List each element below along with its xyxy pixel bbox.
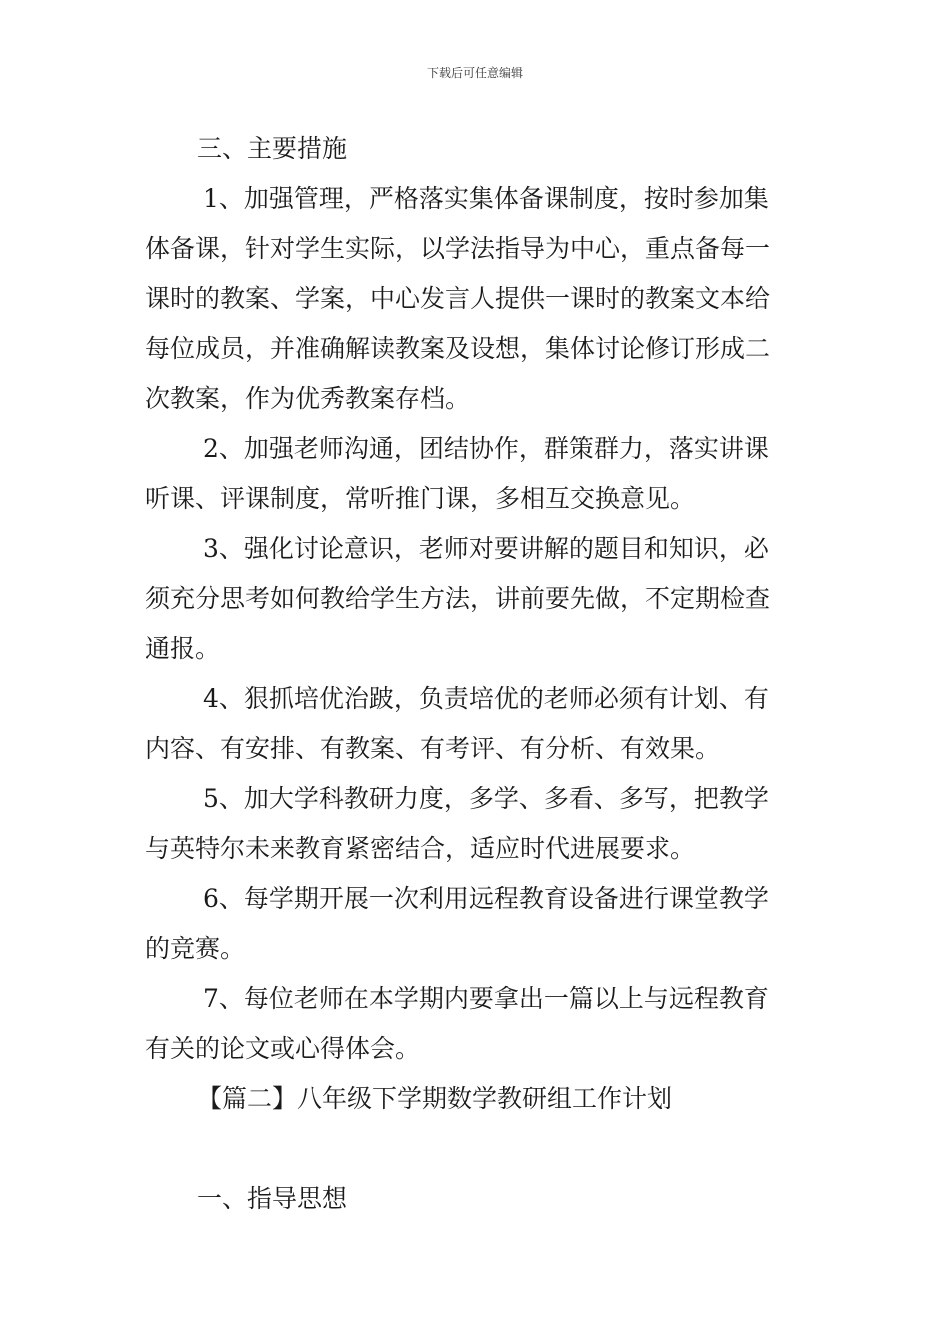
paragraph-line: 课时的教案、学案，中心发言人提供一课时的教案文本给 — [145, 284, 771, 313]
spacer — [145, 1124, 810, 1174]
measure-item-5 — [145, 774, 810, 874]
paragraph-line: 听课、评课制度，常听推门课，多相互交换意见。 — [145, 484, 696, 513]
paragraph-line: 7、每位老师在本学期内要拿出一篇以上与远程教育 — [203, 984, 769, 1013]
measure-item-7 — [145, 974, 810, 1074]
paragraph-line: 每位成员，并准确解读教案及设想，集体讨论修订形成二 — [145, 334, 771, 363]
paragraph-line: 须充分思考如何教给学生方法，讲前要先做，不定期检查 — [145, 584, 771, 613]
measure-item-6 — [145, 874, 810, 974]
paragraph-line: 体备课，针对学生实际，以学法指导为中心，重点备每一 — [145, 234, 771, 263]
paragraph-line: 1、加强管理，严格落实集体备课制度，按时参加集 — [203, 184, 769, 213]
paragraph-line: 有关的论文或心得体会。 — [145, 1034, 421, 1063]
paragraph-line: 6、每学期开展一次利用远程教育设备进行课堂教学 — [203, 884, 769, 913]
paragraph-line: 3、强化讨论意识，老师对要讲解的题目和知识，必 — [203, 534, 769, 563]
document-body — [145, 124, 810, 1224]
paragraph-line: 内容、有安排、有教案、有考评、有分析、有效果。 — [145, 734, 721, 763]
paragraph-line: 通报。 — [145, 634, 221, 663]
paragraph-line: 4、狠抓培优治跛，负责培优的老师必须有计划、有 — [203, 684, 769, 713]
paragraph-line: 2、加强老师沟通，团结协作，群策群力，落实讲课 — [203, 434, 769, 463]
measure-item-2 — [145, 424, 810, 524]
paragraph-line: 与英特尔未来教育紧密结合，适应时代进展要求。 — [145, 834, 696, 863]
measure-item-3 — [145, 524, 810, 674]
paragraph-line: 次教案，作为优秀教案存档。 — [145, 384, 471, 413]
measure-item-1 — [145, 174, 810, 424]
paragraph-line: 5、加大学科教研力度，多学、多看、多写，把教学 — [203, 784, 769, 813]
page-header: 下载后可任意编辑 — [426, 66, 523, 80]
paragraph-line: 的竞赛。 — [145, 934, 246, 963]
part-title: 【篇二】八年级下学期数学教研组工作计划 — [197, 1084, 673, 1113]
measure-item-4 — [145, 674, 810, 774]
section-heading: 一、指导思想 — [197, 1184, 348, 1213]
section-heading: 三、主要措施 — [197, 134, 348, 163]
